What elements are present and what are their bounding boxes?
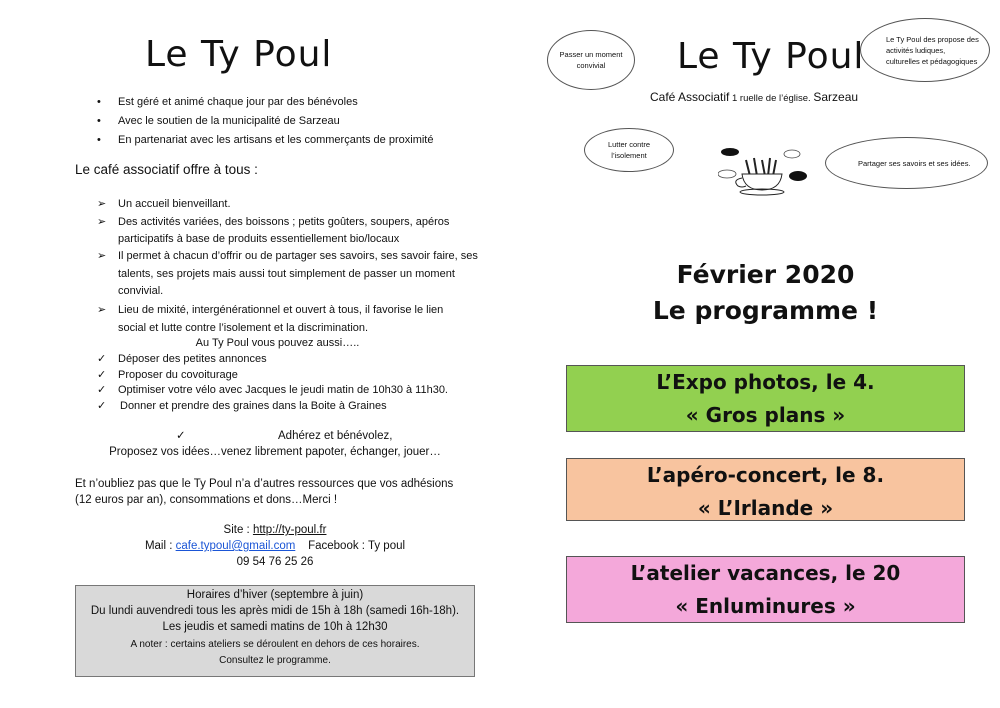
resources-line: Et n’oubliez pas que le Ty Poul n’a d’autres ressources que vos adhésions bbox=[75, 478, 454, 490]
program-title: Le programme ! bbox=[652, 296, 879, 325]
bubble-convivial: Passer un moment convivial bbox=[547, 30, 635, 90]
phone: 09 54 76 25 26 bbox=[236, 556, 314, 568]
mail-link[interactable]: cafe.typoul@gmail.com bbox=[175, 540, 296, 552]
hours-box bbox=[75, 585, 475, 677]
contact-line: Mail : cafe.typoul@gmail.com Facebook : Ty poul bbox=[144, 540, 406, 552]
event-workshop: L’atelier vacances, le 20 « Enluminures » bbox=[566, 556, 965, 623]
offer-heading: Le café associatif offre à tous : bbox=[75, 162, 258, 177]
hours-note: Consultez le programme. bbox=[219, 655, 331, 666]
join-line: Adhérez et bénévolez, bbox=[278, 430, 393, 442]
resources-line: (12 euros par an), consommations et dons…Merci ! bbox=[75, 494, 338, 506]
address-line: Café Associatif 1 ruelle de l’église. Sarzeau bbox=[650, 90, 859, 104]
offer-list: ➢ Un accueil bienveillant. ➢ Des activités variées, des boissons ; petits goûters, soupers, apéros participatifs à base de produits essentiellement bio/locaux ➢ Il permet à chacun d’offrir ou de partager ses savoirs, ses savoir faire, ses talents, ses projets mais aussi tout simplement de passer un moment convivial. ➢ Lieu de mixité, intergénérationnel et ouvert à tous, il favorise le lien social et lutte contre l’isolement et la discrimination. bbox=[97, 198, 478, 334]
intro-bullets: • Est géré et animé chaque jour par des bénévoles • Avec le soutien de la municipalité de Sarzeau • En partenariat avec les artisans et les commerçants de proximité bbox=[97, 96, 434, 146]
left-title: Le Ty Poul bbox=[145, 34, 333, 75]
hours-note: A noter : certains ateliers se déroulent en dehors de ces horaires. bbox=[130, 639, 420, 650]
right-title: Le Ty Poul bbox=[677, 36, 865, 77]
bubble-isolation: Lutter contre l’isolement bbox=[584, 128, 674, 172]
event-expo: L’Expo photos, le 4. « Gros plans » bbox=[566, 365, 965, 432]
coffee-cup-icon bbox=[718, 146, 814, 196]
hours-line: Les jeudis et samedi matins de 10h à 12h30 bbox=[162, 621, 388, 633]
bubble-activities: Le Ty Poul des propose des activités ludiques, culturelles et pédagogiques bbox=[860, 18, 990, 82]
hours-line: Du lundi auvendredi tous les après midi de 15h à 18h (samedi 16h-18h). bbox=[90, 605, 460, 617]
program-heading bbox=[566, 257, 965, 329]
join-check-icon: ✓ bbox=[176, 430, 186, 442]
hours-title: Horaires d’hiver (septembre à juin) bbox=[186, 589, 364, 601]
event-concert: L’apéro-concert, le 8. « L’Irlande » bbox=[566, 458, 965, 521]
site-line: Site : http://ty-poul.fr bbox=[223, 524, 327, 536]
bubble-share: Partager ses savoirs et ses idées. bbox=[825, 137, 988, 189]
facebook-text: Facebook : Ty poul bbox=[308, 540, 406, 552]
ideas-line: Proposez vos idées…venez librement papoter, échanger, jouer… bbox=[109, 446, 441, 458]
month-title: Février 2020 bbox=[676, 260, 855, 289]
check-list: ✓ Déposer des petites annonces ✓ Proposer du covoiturage ✓ Optimiser votre vélo avec Jacques le jeudi matin de 10h30 à 11h30. ✓ Donner et prendre des graines dans la Boite à Graines bbox=[97, 353, 448, 412]
also-heading: Au Ty Poul vous pouvez aussi….. bbox=[195, 337, 360, 349]
site-link[interactable]: http://ty-poul.fr bbox=[252, 524, 327, 536]
